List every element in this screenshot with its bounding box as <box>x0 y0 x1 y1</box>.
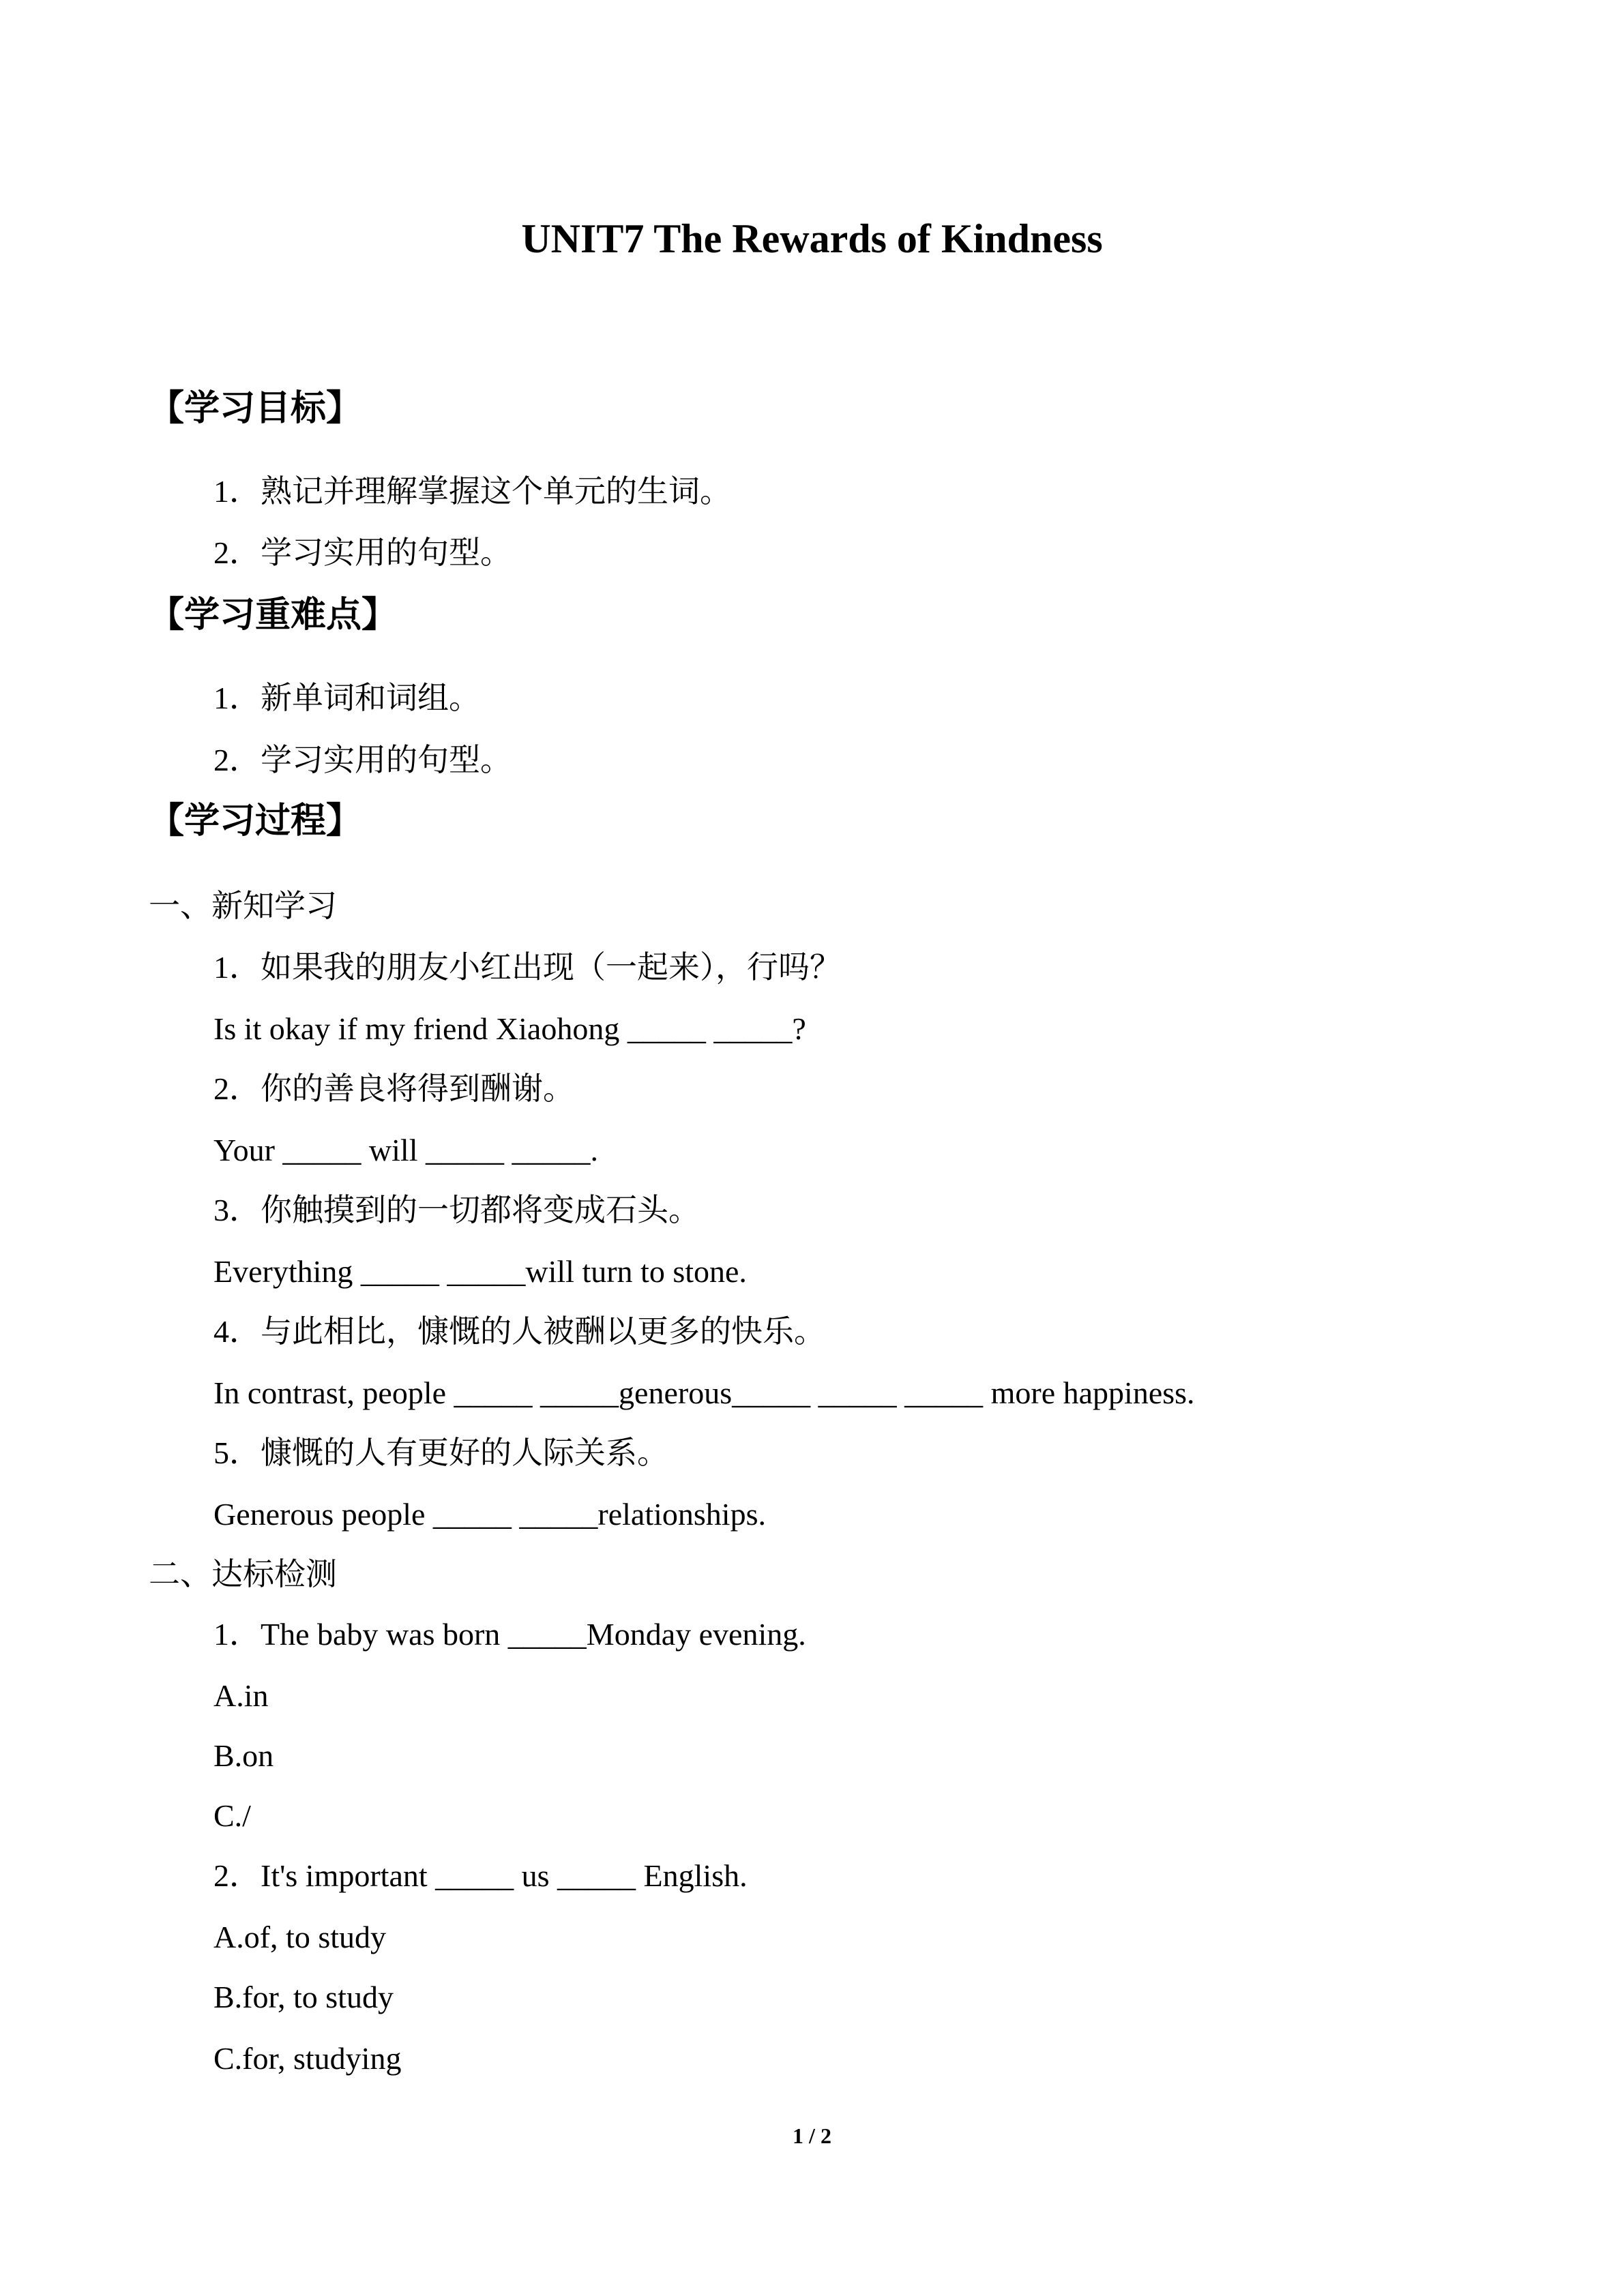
objective-item: 2．学习实用的句型。 <box>213 535 512 570</box>
question-text: 2．It's important _____ us _____ English. <box>213 1858 748 1893</box>
exercise-english: Everything _____ _____will turn to stone. <box>213 1254 747 1289</box>
page-title: UNIT7 The Rewards of Kindness <box>521 216 1103 261</box>
exercise-chinese: 5．慷慨的人有更好的人际关系。 <box>213 1435 668 1470</box>
question-text: 1．The baby was born _____Monday evening. <box>213 1617 806 1652</box>
section-heading-process: 【学习过程】 <box>149 802 362 841</box>
part-heading-new-knowledge: 一、新知学习 <box>149 889 337 923</box>
answer-option: A.of, to study <box>213 1920 386 1954</box>
page-number: 1 / 2 <box>793 2123 831 2148</box>
exercise-english: In contrast, people _____ _____generous_____ _____ _____ more happiness. <box>213 1375 1195 1410</box>
section-heading-objectives: 【学习目标】 <box>149 389 362 428</box>
answer-option: C.for, studying <box>213 2041 402 2076</box>
answer-option: B.on <box>213 1738 274 1773</box>
answer-option: C./ <box>213 1798 251 1833</box>
exercise-chinese: 4．与此相比，慷慨的人被酬以更多的快乐。 <box>213 1314 825 1349</box>
section-heading-key-points: 【学习重难点】 <box>149 596 398 635</box>
exercise-chinese: 2．你的善良将得到酬谢。 <box>213 1071 574 1106</box>
exercise-chinese: 1．如果我的朋友小红出现（一起来），行吗？ <box>213 950 841 985</box>
answer-option: B.for, to study <box>213 1980 394 2014</box>
key-point-item: 2．学习实用的句型。 <box>213 743 512 777</box>
exercise-english: Your _____ will _____ _____. <box>213 1133 598 1167</box>
answer-option: A.in <box>213 1678 269 1713</box>
key-point-item: 1．新单词和词组。 <box>213 681 480 715</box>
objective-item: 1．熟记并理解掌握这个单元的生词。 <box>213 474 731 509</box>
exercise-english: Is it okay if my friend Xiaohong _____ _____? <box>213 1011 806 1046</box>
exercise-chinese: 3．你触摸到的一切都将变成石头。 <box>213 1193 700 1227</box>
exercise-english: Generous people _____ _____relationships. <box>213 1497 766 1532</box>
part-heading-assessment: 二、达标检测 <box>149 1557 337 1592</box>
